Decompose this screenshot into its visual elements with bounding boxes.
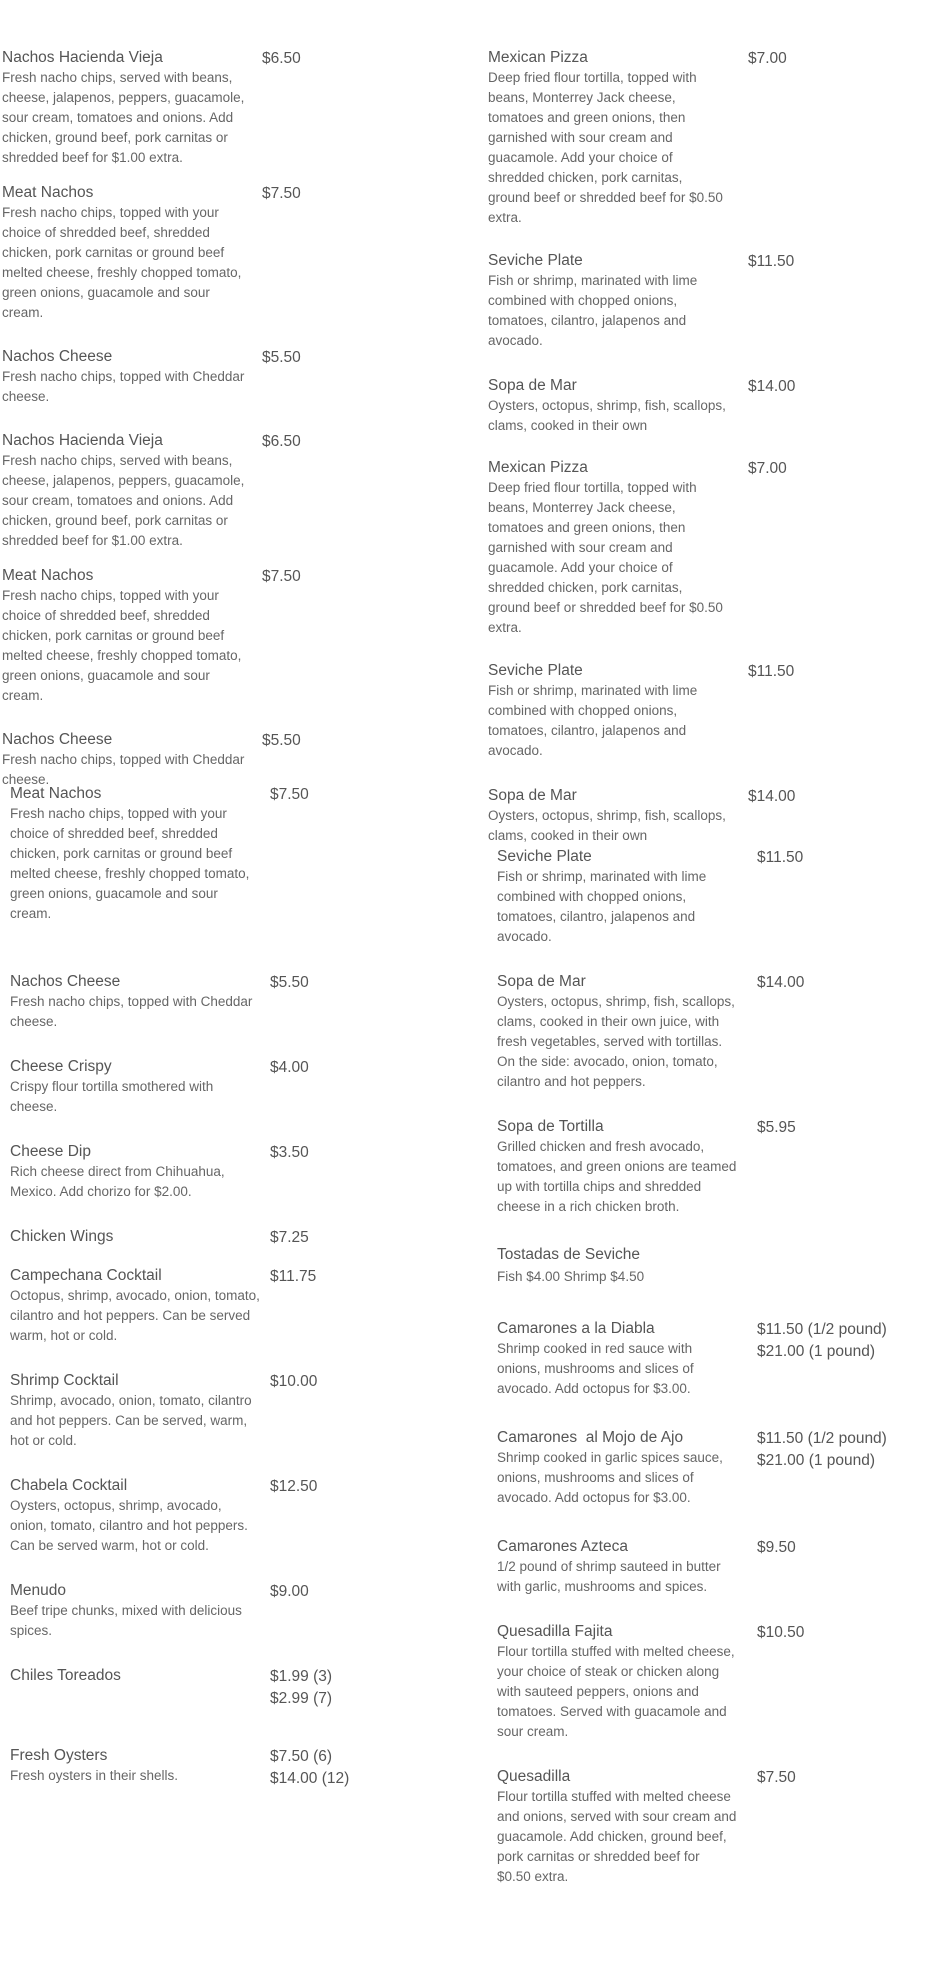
item-price-pound: $21.00 (1 pound) <box>757 1452 876 1469</box>
item-description: Grilled chicken and fresh avocado, tomatoes, and green onions are teamed up with tortilla chips and shredded cheese in a rich chicken broth. <box>497 1139 737 1214</box>
item-description: Shrimp cooked in red sauce with onions, mushrooms and slices of avocado. Add octopus for $3.00. <box>497 1341 694 1396</box>
item-price: $6.50 <box>262 433 301 450</box>
menu-item-sopa-de-mar <box>497 972 805 1092</box>
item-name: Sopa de Mar <box>488 377 577 394</box>
menu-item-nachos-cheese <box>2 730 301 790</box>
item-name: Nachos Hacienda Vieja <box>2 432 163 449</box>
item-name: Nachos Hacienda Vieja <box>2 49 163 66</box>
item-price: $12.50 <box>270 1478 318 1495</box>
menu-item-seviche-plate <box>488 661 795 761</box>
item-name: Camarones Azteca <box>497 1538 628 1555</box>
item-name: Nachos Cheese <box>2 348 113 365</box>
item-description: Oysters, octopus, shrimp, fish, scallops, clams, cooked in their own juice, with fresh vegetables, served with tortillas. On the side: avocado, onion, tomato, cilantro and hot peppers. <box>497 994 735 1089</box>
item-name: Meat Nachos <box>2 184 94 201</box>
item-description: Fresh nacho chips, topped with Cheddar cheese. <box>10 994 253 1029</box>
item-description: Fish or shrimp, marinated with lime combined with chopped onions, tomatoes, cilantro, jalapenos and avocado. <box>488 273 698 348</box>
menu-item-meat-nachos <box>2 566 301 706</box>
item-description: Shrimp, avocado, onion, tomato, cilantro and hot peppers. Can be served, warm, hot or cold. <box>10 1393 252 1448</box>
menu-item-sopa-de-tortilla <box>497 1117 796 1217</box>
item-price: $7.50 <box>757 1769 796 1786</box>
menu-item-chiles-toreados <box>10 1666 340 1726</box>
item-description: Fresh nacho chips, served with beans, cheese, jalapenos, peppers, guacamole, sour cream, tomatoes and onions. Add chicken, ground beef, pork carnitas or shredded beef for $1.00 extra. <box>2 70 245 165</box>
left-column-block-b <box>10 785 350 1787</box>
item-name: Cheese Dip <box>10 1143 91 1160</box>
item-price: $5.50 <box>262 732 301 749</box>
item-name: Fresh Oysters <box>10 1747 108 1764</box>
item-price: $5.50 <box>270 974 309 991</box>
item-description: Shrimp cooked in garlic spices sauce, onions, mushrooms and slices of avocado. Add octopus for $3.00. <box>497 1450 723 1505</box>
item-price: $11.50 <box>748 253 795 270</box>
item-name: Mexican Pizza <box>488 49 588 66</box>
menu-item-mexican-pizza <box>488 48 787 228</box>
item-name: Sopa de Mar <box>497 973 586 990</box>
item-name: Cheese Crispy <box>10 1058 112 1075</box>
menu-item-nachos-hacienda-vieja <box>2 48 301 168</box>
item-price: $14.00 <box>757 974 805 991</box>
item-description: Fresh nacho chips, topped with your choice of shredded beef, shredded chicken, pork carnitas or ground beef melted cheese, freshly chopped tomato, green onions, guacamole and sour cream. <box>2 588 242 703</box>
item-name: Nachos Cheese <box>2 731 113 748</box>
item-name: Sopa de Tortilla <box>497 1118 604 1135</box>
item-price: $11.50 <box>748 663 795 680</box>
item-description: Deep fried flour tortilla, topped with beans, Monterrey Jack cheese, tomatoes and green onions, then garnished with sour cream and guacamole. Add your choice of shredded chicken, pork carnitas, ground beef or shredded beef for $0.50 extra. <box>488 480 723 635</box>
menu-item-quesadilla <box>497 1767 796 1887</box>
item-description: Oysters, octopus, shrimp, avocado, onion, tomato, cilantro and hot peppers. Can be served warm, hot or cold. <box>10 1498 248 1553</box>
item-description: Fresh oysters in their shells. <box>10 1768 179 1783</box>
item-price: $5.50 <box>262 349 301 366</box>
item-description: Fresh nacho chips, topped with your choice of shredded beef, shredded chicken, pork carnitas or ground beef melted cheese, freshly chopped tomato, green onions, guacamole and sour cream. <box>2 205 242 320</box>
menu-item-meat-nachos <box>2 183 301 323</box>
item-name: Seviche Plate <box>497 848 592 865</box>
item-name: Nachos Cheese <box>10 973 121 990</box>
item-description: Oysters, octopus, shrimp, fish, scallops, clams, cooked in their own <box>488 808 726 843</box>
menu-item-camarones-azteca <box>497 1537 796 1597</box>
item-description: Flour tortilla stuffed with melted cheese and onions, served with sour cream and guacamole. Add chicken, ground beef, pork carnitas or shredded beef for $0.50 extra. <box>497 1789 737 1884</box>
item-name: Camarones al Mojo de Ajo <box>497 1429 684 1446</box>
item-name: Chabela Cocktail <box>10 1477 128 1494</box>
menu-item-chabela-cocktail <box>10 1476 340 1556</box>
item-description: Crispy flour tortilla smothered with cheese. <box>10 1079 214 1114</box>
item-price: $6.50 <box>262 50 301 67</box>
item-description: Fish or shrimp, marinated with lime combined with chopped onions, tomatoes, cilantro, jalapenos and avocado. <box>488 683 698 758</box>
item-price: $7.00 <box>748 50 787 67</box>
item-description: Oysters, octopus, shrimp, fish, scallops, clams, cooked in their own <box>488 398 726 433</box>
menu-item-camarones-al-mojo-de-ajo <box>497 1428 887 1508</box>
item-price: $9.50 <box>757 1539 796 1556</box>
menu-item-tostadas-de-seviche <box>497 1245 737 1287</box>
item-name: Campechana Cocktail <box>10 1267 162 1284</box>
item-name: Quesadilla Fajita <box>497 1623 613 1640</box>
item-name: Meat Nachos <box>10 785 102 802</box>
item-price: $7.50 <box>262 568 301 585</box>
item-description: Fresh nacho chips, topped with your choice of shredded beef, shredded chicken, pork carnitas or ground beef melted cheese, freshly chopped tomato, green onions, guacamole and sour cream. <box>10 806 250 921</box>
menu-item-seviche-plate <box>488 251 795 351</box>
item-name: Tostadas de Seviche <box>497 1246 641 1263</box>
menu-item-sopa-de-mar <box>488 786 796 846</box>
right-column-block-b <box>497 847 887 1887</box>
item-name: Menudo <box>10 1582 67 1599</box>
item-price: $7.00 <box>748 460 787 477</box>
item-price: $11.75 <box>270 1268 317 1285</box>
menu-item-sopa-de-mar <box>488 376 796 436</box>
item-description: 1/2 pound of shrimp sauteed in butter with garlic, mushrooms and spices. <box>497 1559 721 1594</box>
item-description: Flour tortilla stuffed with melted cheese, your choice of steak or chicken along with sauteed peppers, onions and tomatoes. Served with guacamole and sour cream. <box>497 1644 735 1739</box>
menu-item-nachos-cheese <box>2 347 301 407</box>
menu-item-nachos-hacienda-vieja <box>2 431 301 551</box>
menu-item-menudo <box>10 1581 340 1641</box>
item-price: $11.50 <box>757 849 804 866</box>
menu-item-meat-nachos <box>10 784 309 924</box>
item-price-small: $1.99 (3) <box>270 1668 333 1685</box>
item-price-small: $7.50 (6) <box>270 1748 333 1765</box>
menu-item-shrimp-cocktail <box>10 1371 340 1451</box>
item-price: $10.50 <box>757 1624 805 1641</box>
item-price: $7.25 <box>270 1229 309 1246</box>
item-name: Seviche Plate <box>488 252 583 269</box>
menu-item-mexican-pizza <box>488 458 787 638</box>
item-description: Deep fried flour tortilla, topped with beans, Monterrey Jack cheese, tomatoes and green onions, then garnished with sour cream and guacamole. Add your choice of shredded chicken, pork carnitas, ground beef or shredded beef for $0.50 extra. <box>488 70 723 225</box>
menu-item-seviche-plate <box>497 847 804 947</box>
item-name: Mexican Pizza <box>488 459 588 476</box>
item-description: Fish or shrimp, marinated with lime combined with chopped onions, tomatoes, cilantro, jalapenos and avocado. <box>497 869 707 944</box>
menu-item-camarones-a-la-diabla <box>497 1319 887 1399</box>
item-description: Fresh nacho chips, served with beans, cheese, jalapenos, peppers, guacamole, sour cream, tomatoes and onions. Add chicken, ground beef, pork carnitas or shredded beef for $1.00 extra. <box>2 453 245 548</box>
item-price-pound: $21.00 (1 pound) <box>757 1343 876 1360</box>
item-description: Octopus, shrimp, avocado, onion, tomato, cilantro and hot peppers. Can be served warm, hot or cold. <box>10 1288 260 1343</box>
item-price-large: $14.00 (12) <box>270 1770 350 1787</box>
item-price: $5.95 <box>757 1119 796 1136</box>
item-price-half-pound: $11.50 (1/2 pound) <box>757 1321 887 1338</box>
item-name: Chicken Wings <box>10 1228 114 1245</box>
item-name: Chiles Toreados <box>10 1667 121 1684</box>
item-price: $9.00 <box>270 1583 309 1600</box>
menu-item-campechana-cocktail <box>10 1266 340 1346</box>
left-column-block-a <box>2 48 301 790</box>
item-price-large: $2.99 (7) <box>270 1690 333 1707</box>
item-name: Camarones a la Diabla <box>497 1320 655 1337</box>
item-description: Fish $4.00 Shrimp $4.50 <box>497 1269 645 1284</box>
item-name: Sopa de Mar <box>488 787 577 804</box>
item-description: Rich cheese direct from Chihuahua, Mexico. Add chorizo for $2.00. <box>10 1164 225 1199</box>
item-price-half-pound: $11.50 (1/2 pound) <box>757 1430 887 1447</box>
item-name: Quesadilla <box>497 1768 571 1785</box>
menu-item-cheese-crispy <box>10 1057 340 1117</box>
item-price: $14.00 <box>748 378 796 395</box>
item-price: $3.50 <box>270 1144 309 1161</box>
menu-item-nachos-cheese <box>10 972 340 1032</box>
item-price: $10.00 <box>270 1373 318 1390</box>
menu-item-chicken-wings <box>10 1227 340 1246</box>
menu-item-cheese-dip <box>10 1142 340 1202</box>
item-price: $7.50 <box>270 786 309 803</box>
right-column-block-a <box>488 48 796 846</box>
item-description: Beef tripe chunks, mixed with delicious spices. <box>10 1603 242 1638</box>
item-price: $4.00 <box>270 1059 309 1076</box>
item-name: Shrimp Cocktail <box>10 1372 119 1389</box>
item-description: Fresh nacho chips, topped with Cheddar cheese. <box>2 369 245 404</box>
item-price: $14.00 <box>748 788 796 805</box>
item-name: Seviche Plate <box>488 662 583 679</box>
item-price: $7.50 <box>262 185 301 202</box>
menu-item-fresh-oysters <box>10 1746 350 1787</box>
menu-item-quesadilla-fajita <box>497 1622 805 1742</box>
item-description: Fresh nacho chips, topped with Cheddar cheese. <box>2 752 245 787</box>
clipped-item-wrapper <box>10 785 340 947</box>
item-name: Meat Nachos <box>2 567 94 584</box>
